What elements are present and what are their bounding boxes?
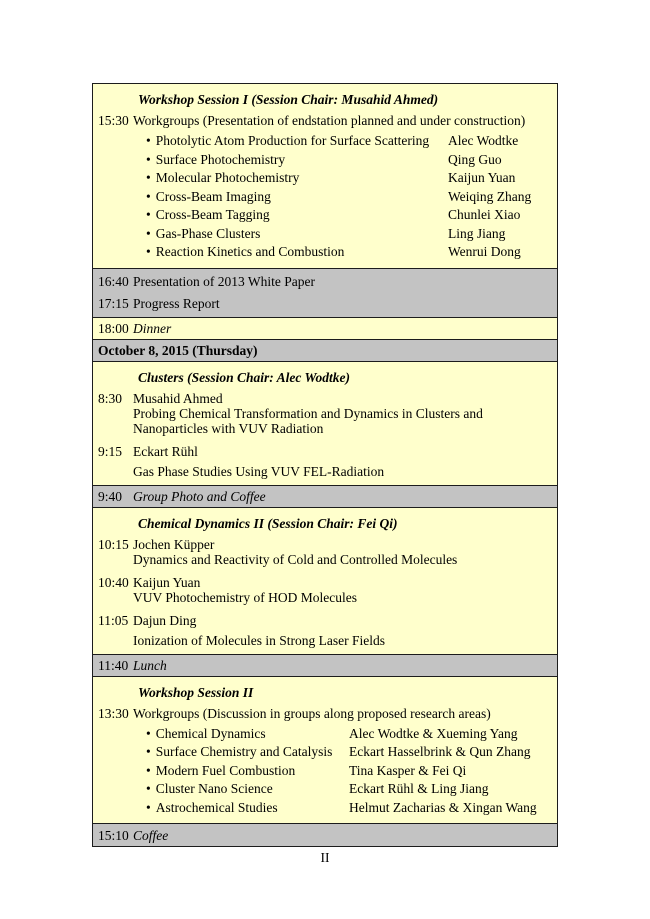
workgroup-row bbox=[93, 225, 551, 244]
workgroup-row bbox=[93, 743, 551, 762]
session-block-clusters bbox=[93, 362, 557, 486]
workgroup-topic: Cross-Beam Tagging bbox=[155, 207, 270, 222]
session-block-workshop-1 bbox=[93, 84, 557, 269]
entry-description: Workgroups (Presentation of endstation planned and under construction) bbox=[133, 113, 526, 128]
entry-time: 15:30 bbox=[98, 113, 129, 128]
workgroup-topic: Reaction Kinetics and Combustion bbox=[155, 244, 345, 259]
bullet-icon: • bbox=[146, 133, 151, 148]
session-title: Chemical Dynamics II (Session Chair: Fei Qi) bbox=[138, 515, 398, 531]
session-block-workshop-2 bbox=[93, 677, 557, 825]
schedule-row-white-paper bbox=[93, 271, 557, 293]
row-text: Group Photo and Coffee bbox=[133, 488, 266, 504]
workgroup-row bbox=[93, 799, 551, 818]
bullet-icon: • bbox=[146, 207, 151, 222]
schedule-row-coffee bbox=[93, 824, 557, 846]
row-text: Progress Report bbox=[133, 295, 220, 311]
talk-speaker: Dajun Ding bbox=[133, 612, 197, 628]
schedule-row-dinner bbox=[93, 318, 557, 340]
row-text: Dinner bbox=[133, 320, 172, 336]
row-time: 18:00 bbox=[98, 320, 129, 336]
workgroup-lead: Kaijun Yuan bbox=[448, 170, 516, 185]
row-time: 11:40 bbox=[98, 657, 129, 673]
talk-title: Ionization of Molecules in Strong Laser Fields bbox=[133, 632, 385, 648]
talk-title: Probing Chemical Transformation and Dynamics in Clusters and Nanoparticles with VUV Radiation bbox=[133, 405, 483, 436]
session-block-chemical-dynamics-2 bbox=[93, 508, 557, 655]
workgroup-row bbox=[93, 243, 551, 262]
bullet-icon: • bbox=[146, 244, 151, 259]
talk-row bbox=[93, 575, 551, 605]
schedule-row-lunch bbox=[93, 655, 557, 677]
talk-time: 8:30 bbox=[98, 390, 123, 406]
page-number: II bbox=[320, 850, 330, 865]
row-time: 9:40 bbox=[98, 488, 123, 504]
talk-time: 10:40 bbox=[98, 574, 129, 590]
entry-time: 13:30 bbox=[98, 705, 129, 721]
workgroup-topic: Astrochemical Studies bbox=[155, 799, 278, 815]
session-title: Clusters (Session Chair: Alec Wodtke) bbox=[138, 369, 351, 385]
workgroup-topic: Surface Chemistry and Catalysis bbox=[155, 744, 333, 759]
schedule-entry bbox=[93, 706, 551, 721]
workgroup-topic: Modern Fuel Combustion bbox=[155, 762, 296, 778]
schedule-entry bbox=[93, 113, 551, 128]
row-text: Lunch bbox=[133, 657, 167, 673]
workgroup-topic: Cross-Beam Imaging bbox=[155, 188, 271, 204]
bullet-icon: • bbox=[146, 744, 151, 759]
bullet-icon: • bbox=[146, 170, 151, 185]
workgroup-topic: Chemical Dynamics bbox=[155, 725, 266, 741]
workgroup-lead: Wenrui Dong bbox=[448, 244, 521, 259]
session-title: Workshop Session I (Session Chair: Musahid Ahmed) bbox=[138, 92, 439, 107]
talk-time: 11:05 bbox=[98, 612, 129, 628]
bullet-icon: • bbox=[146, 225, 151, 241]
workgroup-topic: Cluster Nano Science bbox=[155, 781, 273, 796]
row-time: 15:10 bbox=[98, 827, 129, 843]
bullet-icon: • bbox=[146, 799, 151, 815]
workgroup-topic: Gas-Phase Clusters bbox=[155, 225, 261, 241]
bullet-icon: • bbox=[146, 725, 151, 741]
schedule-row-progress-report bbox=[93, 293, 557, 315]
schedule-row-group-photo bbox=[93, 486, 557, 508]
workgroup-row bbox=[93, 762, 551, 781]
workgroup-row bbox=[93, 725, 551, 744]
workgroup-lead: Ling Jiang bbox=[448, 225, 506, 241]
workgroup-lead: Eckart Rühl & Ling Jiang bbox=[349, 781, 489, 796]
workgroup-row bbox=[93, 151, 551, 170]
workgroup-lead: Weiqing Zhang bbox=[448, 188, 532, 204]
workgroup-topic: Surface Photochemistry bbox=[155, 151, 286, 167]
break-block-presentations bbox=[93, 269, 557, 318]
schedule-table bbox=[92, 83, 558, 847]
date-header: October 8, 2015 (Thursday) bbox=[93, 340, 557, 362]
workgroup-lead: Chunlei Xiao bbox=[448, 207, 521, 222]
workgroup-topic: Molecular Photochemistry bbox=[155, 170, 300, 185]
entry-description: Workgroups (Discussion in groups along proposed research areas) bbox=[133, 705, 491, 721]
workgroup-lead: Alec Wodtke & Xueming Yang bbox=[349, 725, 518, 741]
talk-speaker: Eckart Rühl bbox=[133, 443, 198, 459]
talk-row bbox=[93, 444, 551, 479]
row-text: Coffee bbox=[133, 827, 169, 843]
workgroup-list bbox=[93, 725, 551, 818]
workgroup-lead: Eckart Hasselbrink & Qun Zhang bbox=[349, 744, 531, 759]
bullet-icon: • bbox=[146, 762, 151, 778]
talk-title: Gas Phase Studies Using VUV FEL-Radiation bbox=[133, 463, 385, 479]
workgroup-topic: Photolytic Atom Production for Surface Scattering bbox=[155, 133, 430, 148]
workgroup-lead: Qing Guo bbox=[448, 151, 502, 167]
talk-time: 9:15 bbox=[98, 443, 123, 459]
workgroup-lead: Helmut Zacharias & Xingan Wang bbox=[349, 799, 537, 815]
workgroup-row bbox=[93, 132, 551, 151]
bullet-icon: • bbox=[146, 188, 151, 204]
talk-row bbox=[93, 613, 551, 648]
workgroup-lead: Tina Kasper & Fei Qi bbox=[349, 762, 467, 778]
workgroup-row bbox=[93, 206, 551, 225]
talk-speaker: Kaijun Yuan bbox=[133, 574, 201, 590]
row-time: 17:15 bbox=[98, 295, 129, 311]
talk-speaker: Musahid Ahmed bbox=[133, 390, 223, 406]
bullet-icon: • bbox=[146, 781, 151, 796]
talk-speaker: Jochen Küpper bbox=[133, 536, 215, 552]
talk-title: VUV Photochemistry of HOD Molecules bbox=[133, 589, 357, 605]
workgroup-row bbox=[93, 188, 551, 207]
workgroup-lead: Alec Wodtke bbox=[448, 133, 519, 148]
row-text: Presentation of 2013 White Paper bbox=[133, 273, 315, 289]
workgroup-row bbox=[93, 780, 551, 799]
talk-time: 10:15 bbox=[98, 536, 129, 552]
bullet-icon: • bbox=[146, 151, 151, 167]
workgroup-list bbox=[93, 132, 551, 262]
talk-title: Dynamics and Reactivity of Cold and Controlled Molecules bbox=[133, 551, 458, 567]
row-time: 16:40 bbox=[98, 273, 129, 289]
talk-row bbox=[93, 537, 551, 567]
session-title: Workshop Session II bbox=[138, 684, 254, 700]
talk-row bbox=[93, 391, 551, 436]
workgroup-row bbox=[93, 169, 551, 188]
